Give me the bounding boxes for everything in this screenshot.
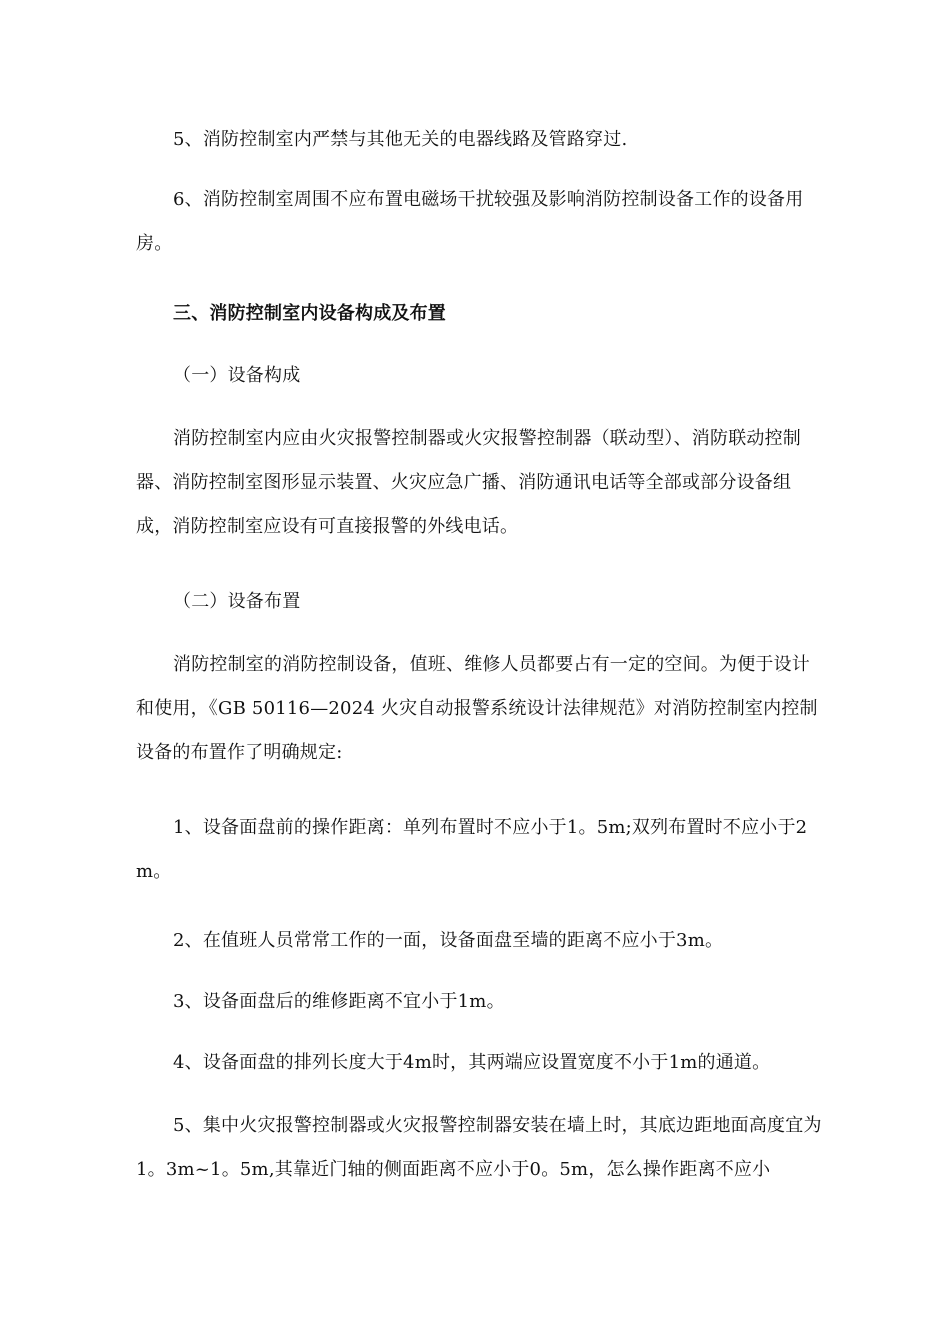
layout-rule-5: 5、集中火灾报警控制器或火灾报警控制器安装在墙上时，其底边距地面高度宜为1。3m~1。5m,其靠近门轴的侧面距离不应小于0。5m，怎么操作距离不应小: [136, 1115, 822, 1180]
section-heading: 三、消防控制室内设备构成及布置: [173, 303, 446, 324]
layout-rule-2: 2、在值班人员常常工作的一面，设备面盘至墙的距离不应小于3m。: [173, 930, 724, 951]
paragraph-equipment-layout: 消防控制室的消防控制设备，值班、维修人员都要占有一定的空间。为便于设计和使用，《GB 50116—2024 火灾自动报警系统设计法律规范》对消防控制室内控制设备的布置作了明确规定:: [136, 654, 818, 763]
subsection-heading-equipment-composition: （一）设备构成: [173, 365, 301, 386]
paragraph-item-6: 6、消防控制室周围不应布置电磁场干扰较强及影响消防控制设备工作的设备用房。: [136, 189, 804, 254]
layout-rule-3: 3、设备面盘后的维修距离不宜小于1m。: [173, 991, 505, 1012]
layout-rule-4: 4、设备面盘的排列长度大于4m时，其两端应设置宽度不小于1m的通道。: [173, 1052, 771, 1073]
paragraph-equipment-composition: 消防控制室内应由火灾报警控制器或火灾报警控制器（联动型）、消防联动控制器、消防控制室图形显示装置、火灾应急广播、消防通讯电话等全部或部分设备组成，消防控制室应设有可直接报警的外线电话。: [136, 428, 801, 537]
subsection-heading-equipment-layout: （二）设备布置: [173, 591, 301, 612]
paragraph-item-5: 5、消防控制室内严禁与其他无关的电器线路及管路穿过.: [173, 129, 628, 150]
layout-rule-1: 1、设备面盘前的操作距离：单列布置时不应小于1。5m;双列布置时不应小于2m。: [136, 817, 808, 882]
